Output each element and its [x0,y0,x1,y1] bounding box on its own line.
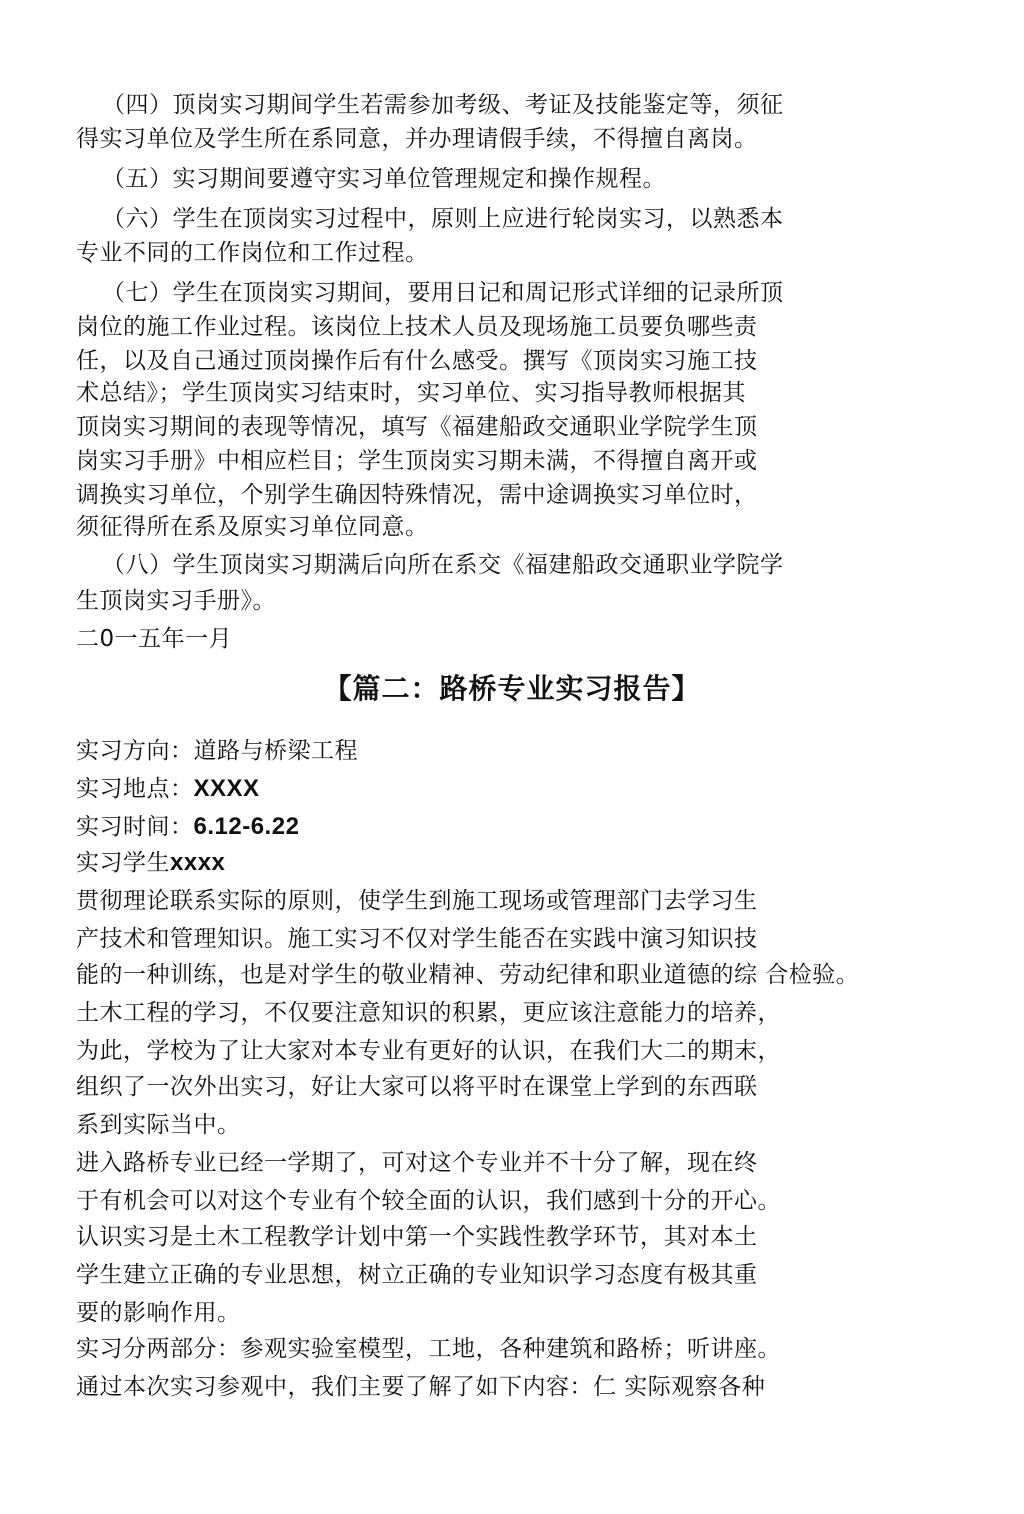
info-value: xxxx [170,849,226,876]
text-line: 能的一种训练，也是对学生的敬业精神、劳动纪律和职业道德的综 合检验。 [76,962,860,988]
info-value: XXXX [193,775,260,802]
text-line: （七）学生在顶岗实习期间，要用日记和周记形式详细的记录所顶 [102,280,784,306]
text-line: （八）学生顶岗实习期满后向所在系交《福建船政交通职业学院学 [102,552,784,578]
info-value: 道路与桥梁工程 [193,738,358,764]
text-line: 系到实际当中。 [76,1112,241,1138]
text-line: 生顶岗实习手册》。 [76,588,276,614]
text-line: 得实习单位及学生所在系同意，并办理请假手续，不得擅自离岗。 [76,126,758,152]
section-title: 【篇二：路桥专业实习报告】 [323,672,701,705]
text-line: 组织了一次外出实习，好让大家可以将平时在课堂上学到的东西联 [76,1074,758,1100]
text-line: 任，以及自己通过顶岗操作后有什么感受。撰写《顶岗实习施工技 [76,348,758,374]
text-line: 认识实习是土木工程教学计划中第一个实践性教学环节，其对本土 [76,1224,758,1250]
text-line: （四）顶岗实习期间学生若需参加考级、考证及技能鉴定等，须征 [102,92,784,118]
info-student [76,848,225,878]
text-line: 学生建立正确的专业思想，树立正确的专业知识学习态度有极其重 [76,1262,758,1288]
info-place [76,774,260,804]
text-line: 调换实习单位，个别学生确因特殊情况，需中途调换实习单位时， [76,482,758,508]
text-line: 实习分两部分：参观实验室模型，工地，各种建筑和路桥；听讲座。 [76,1336,781,1362]
info-time [76,812,299,842]
text-line: 要的影响作用。 [76,1300,241,1326]
info-label: 实习时间： [76,814,194,840]
text-line: （五）实习期间要遵守实习单位管理规定和操作规程。 [102,166,666,192]
text-line: 专业不同的工作岗位和工作过程。 [76,240,429,266]
info-value: 6.12-6.22 [193,813,300,840]
date-line: 二0一五年一月 [76,626,233,652]
text-line: 进入路桥专业已经一学期了，可对这个专业并不十分了解，现在终 [76,1150,758,1176]
text-line: 须征得所在系及原实习单位同意。 [76,514,429,540]
text-line: 岗位的施工作业过程。该岗位上技术人员及现场施工员要负哪些责 [76,314,758,340]
info-label: 实习学生 [76,850,170,876]
text-line: 顶岗实习期间的表现等情况，填写《福建船政交通职业学院学生顶 [76,414,758,440]
text-line: 产技术和管理知识。施工实习不仅对学生能否在实践中演习知识技 [76,926,758,952]
info-direction [76,736,358,766]
text-line: 术总结》；学生顶岗实习结束时，实习单位、实习指导教师根据其 [76,380,746,406]
text-line: 土木工程的学习，不仅要注意知识的积累，更应该注意能力的培养， [76,1000,781,1026]
text-line: （六）学生在顶岗实习过程中，原则上应进行轮岗实习，以熟悉本 [102,206,784,232]
info-label: 实习方向： [76,738,194,764]
text-line: 岗实习手册》中相应栏目；学生顶岗实习期未满，不得擅自离开或 [76,448,758,474]
info-label: 实习地点： [76,776,194,802]
text-line: 于有机会可以对这个专业有个较全面的认识，我们感到十分的开心。 [76,1188,781,1214]
text-line: 为此，学校为了让大家对本专业有更好的认识，在我们大二的期末， [76,1038,781,1064]
text-line: 通过本次实习参观中，我们主要了解了如下内容：仁 实际观察各种 [76,1374,766,1400]
text-line: 贯彻理论联系实际的原则，使学生到施工现场或管理部门去学习生 [76,888,758,914]
